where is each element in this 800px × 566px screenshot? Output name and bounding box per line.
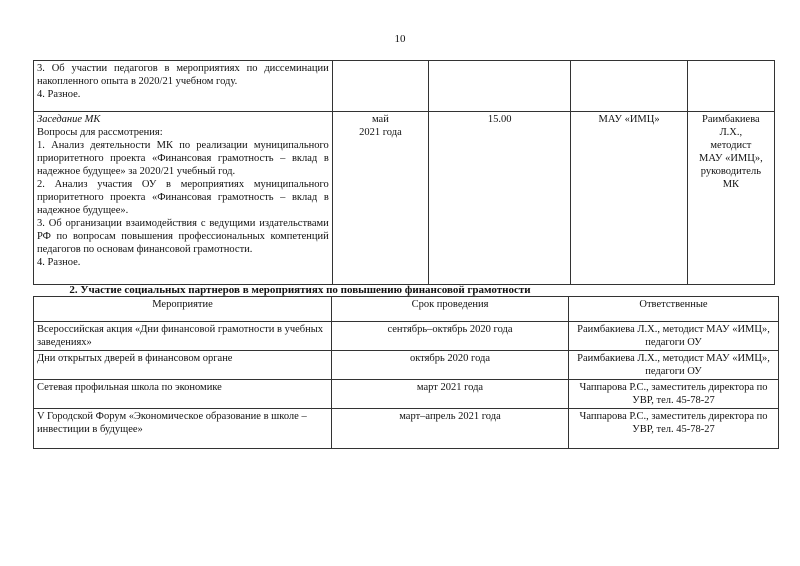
page-number: 10: [394, 33, 406, 45]
section-heading: 2. Участие социальных партнеров в мероприятиях по повышению финансовой грамотности: [69, 284, 531, 296]
topic-cell: [34, 61, 333, 112]
responsible-line: Раимбакиева: [702, 114, 760, 125]
time-cell: [429, 61, 571, 112]
topic-line: Вопросы для рассмотрения:: [37, 127, 163, 138]
responsible-cell: Раимбакиева Л.Х., методист МАУ «ИМЦ», педагоги ОУ: [569, 322, 779, 351]
meetings-table: [33, 60, 775, 285]
responsible-line: МК: [722, 179, 740, 190]
responsible-line: руководитель: [700, 166, 761, 177]
table-row: [34, 322, 779, 351]
responsible-cell: [687, 61, 774, 112]
responsible-cell: [687, 112, 774, 285]
topic-line: 4. Разное.: [37, 257, 81, 268]
time-cell: 15.00: [429, 112, 571, 285]
event-cell: V Городской Форум «Экономическое образование в школе – инвестиции в будущее»: [34, 409, 332, 449]
date-cell: [332, 112, 428, 285]
responsible-cell: Раимбакиева Л.Х., методист МАУ «ИМЦ», педагоги ОУ: [569, 351, 779, 380]
meeting-title: Заседание МК: [37, 114, 101, 125]
table-header-row: [34, 297, 779, 322]
table-row: [34, 112, 775, 285]
period-cell: октябрь 2020 года: [332, 351, 569, 380]
date-month: май: [371, 114, 389, 125]
period-cell: сентябрь–октябрь 2020 года: [332, 322, 569, 351]
period-cell: март 2021 года: [332, 380, 569, 409]
topic-line: 3. Об организации взаимодействия с ведущими издательствами РФ по вопросам повышения профессиональных компетенций педагогов по основам финансовой грамотности.: [37, 218, 329, 255]
responsible-cell: Чаппарова Р.С., заместитель директора по УВР, тел. 45-78-27: [569, 380, 779, 409]
period-cell: март–апрель 2021 года: [332, 409, 569, 449]
table-row: [34, 351, 779, 380]
event-cell: Сетевая профильная школа по экономике: [34, 380, 332, 409]
event-cell: Всероссийская акция «Дни финансовой грамотности в учебных заведениях»: [34, 322, 332, 351]
column-header-responsible: Ответственные: [569, 297, 779, 322]
place-cell: [571, 61, 687, 112]
topic-line: 3. Об участии педагогов в мероприятиях по диссеминации накопленного опыта в 2020/21 учебном году.: [37, 63, 329, 87]
topic-line: 2. Анализ участия ОУ в мероприятиях муниципального приоритетного проекта «Финансовая грамотность – вклад в надежное будущее».: [37, 179, 329, 216]
column-header-event: Мероприятие: [34, 297, 332, 322]
topic-line: 1. Анализ деятельности МК по реализации муниципального приоритетного проекта «Финансовая грамотность – вклад в надежное будущее» за 2020/21 учебный год.: [37, 140, 329, 177]
responsible-line: МАУ «ИМЦ»,: [699, 153, 763, 164]
topic-line: 4. Разное.: [37, 89, 81, 100]
topic-cell: [34, 112, 333, 285]
column-header-period: Срок проведения: [332, 297, 569, 322]
table-row: [34, 380, 779, 409]
responsible-cell: Чаппарова Р.С., заместитель директора по УВР, тел. 45-78-27: [569, 409, 779, 449]
table-row: [34, 409, 779, 449]
place-cell: МАУ «ИМЦ»: [571, 112, 687, 285]
date-cell: [332, 61, 428, 112]
partners-table: [33, 296, 779, 449]
event-cell: Дни открытых дверей в финансовом органе: [34, 351, 332, 380]
table-row: [34, 61, 775, 112]
responsible-line: Л.Х.,: [719, 127, 743, 138]
date-year: 2021 года: [359, 127, 402, 138]
responsible-line: методист: [710, 140, 752, 151]
